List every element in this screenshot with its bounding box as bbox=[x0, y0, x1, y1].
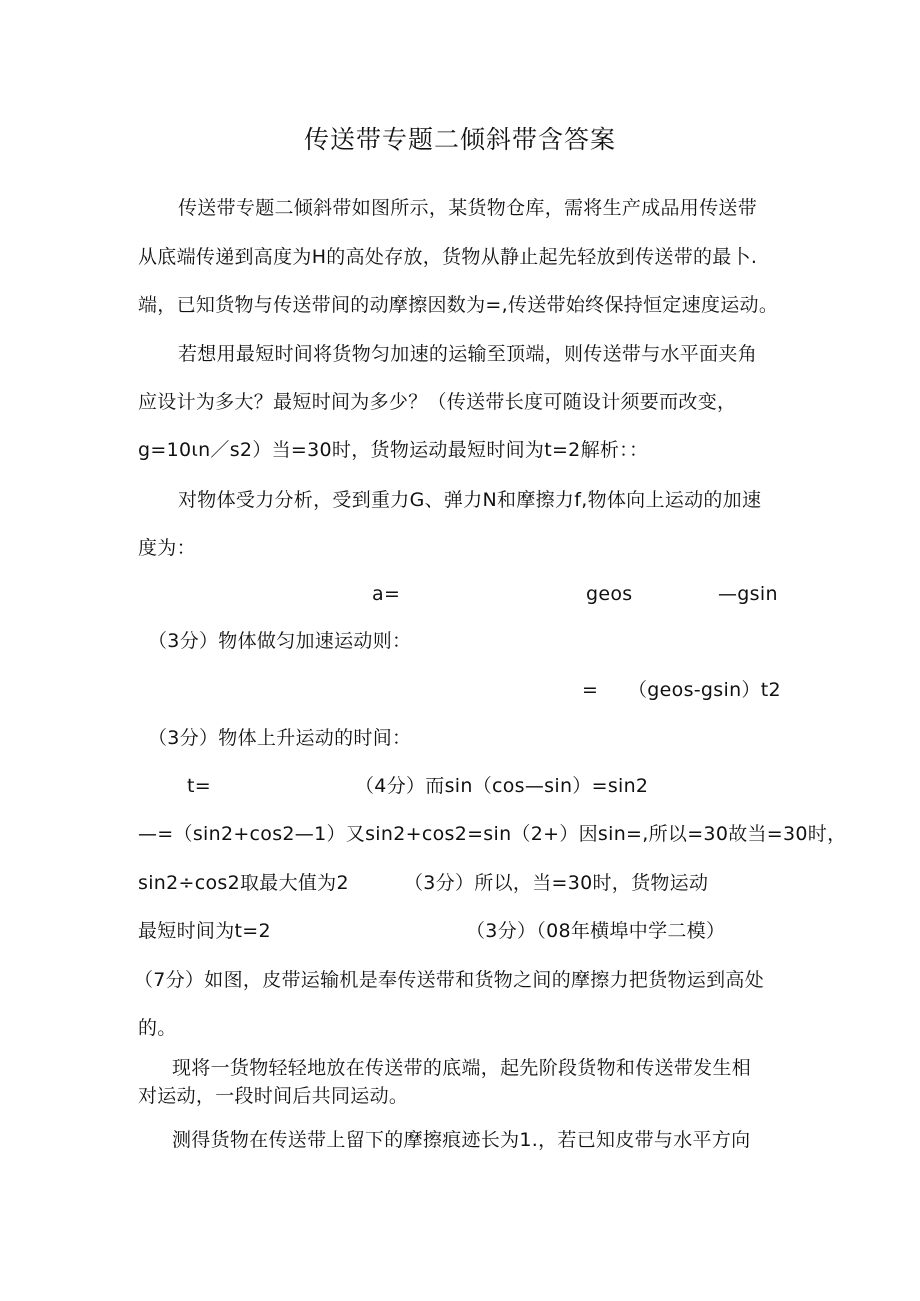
paragraph-line: （3分）所以，当=30时，货物运动 bbox=[404, 872, 709, 894]
paragraph-line: 应设计为多大？最短时间为多少？（传送带长度可随设计须要而改变， bbox=[138, 391, 737, 413]
paragraph-line: 从底端传递到高度为H的高处存放，货物从静止起先轻放到传送带的最卜. bbox=[138, 246, 758, 268]
paragraph-line: 端，已知货物与传送带间的动摩擦因数为=,传送带始终保持恒定速度运动。 bbox=[138, 294, 779, 316]
paragraph-line: 对运动，一段时间后共同运动。 bbox=[138, 1085, 409, 1107]
paragraph-line: sin2÷cos2取最大值为2 bbox=[138, 872, 349, 894]
paragraph-line: 度为： bbox=[138, 537, 196, 559]
paragraph-line: g=10ιn／s2）当=30时，货物运动最短时间为t=2解析：： bbox=[138, 439, 649, 461]
equation-part: （4分）而sin（cos—sin）=sin2 bbox=[355, 775, 649, 797]
equation-part: t= bbox=[187, 775, 211, 797]
equation-part: a= bbox=[372, 583, 401, 605]
paragraph-line: —=（sin2+cos2—1）又sin2+cos2=sin（2+）因sin=,所以=30故当=30时， bbox=[138, 823, 847, 845]
page-title: 传送带专题二倾斜带含答案 bbox=[303, 125, 616, 154]
paragraph-line: （7分）如图，皮带运输机是奉传送带和货物之间的摩擦力把货物运到高处 bbox=[134, 969, 764, 991]
paragraph-line: 的。 bbox=[138, 1017, 177, 1039]
equation-part: = bbox=[582, 679, 599, 701]
paragraph-line: 现将一货物轻轻地放在传送带的底端，起先阶段货物和传送带发生相 bbox=[172, 1057, 752, 1079]
paragraph-line: 传送带专题二倾斜带如图所示，某货物仓库，需将生产成品用传送带 bbox=[178, 197, 758, 219]
paragraph-line: 若想用最短时间将货物匀加速的运输至顶端，则传送带与水平面夹角 bbox=[178, 343, 758, 365]
equation-part: geos bbox=[586, 583, 633, 605]
paragraph-line: （3分）（08年横埠中学二模） bbox=[466, 920, 726, 942]
paragraph-line: 最短时间为t=2 bbox=[138, 920, 271, 942]
equation-part: —gsin bbox=[718, 583, 778, 605]
paragraph-line: 测得货物在传送带上留下的摩擦痕迹长为1.，若已知皮带与水平方向 bbox=[172, 1129, 751, 1151]
paragraph-line: （3分）物体上升运动的时间： bbox=[148, 727, 412, 749]
equation-part: （geos-gsin）t2 bbox=[628, 679, 781, 701]
paragraph-line: （3分）物体做匀加速运动则： bbox=[148, 630, 412, 652]
paragraph-line: 对物体受力分析，受到重力G、弹力N和摩擦力f,物体向上运动的加速 bbox=[178, 489, 762, 511]
